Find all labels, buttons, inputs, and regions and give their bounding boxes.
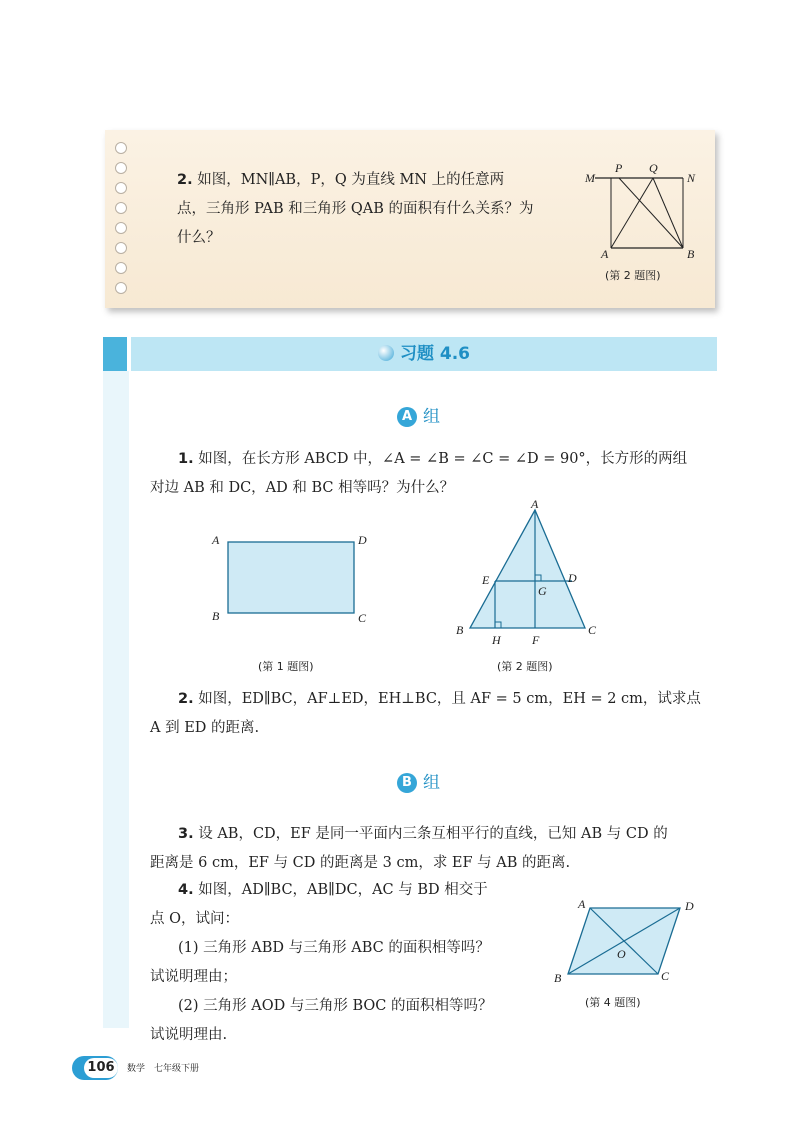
label-B: B	[456, 623, 464, 637]
binder-ring-icon	[115, 162, 127, 174]
group-a-badge: A	[397, 407, 417, 427]
note-problem-2	[177, 166, 597, 253]
group-a-label: 组	[423, 407, 440, 427]
label-Q: Q	[649, 161, 658, 175]
label-A: A	[601, 247, 609, 261]
label-C: C	[661, 969, 670, 983]
problem-number: 2.	[178, 691, 194, 707]
figure-2-caption: (第 2 题图)	[497, 660, 553, 673]
binder-ring-icon	[115, 242, 127, 254]
note-figure-caption: (第 2 题图)	[605, 269, 661, 282]
problem-line: (1) 三角形 ABD 与三角形 ABC 的面积相等吗？	[178, 940, 490, 956]
label-M: M	[585, 171, 595, 185]
label-G: G	[538, 584, 547, 598]
note-line: 点，三角形 PAB 和三角形 QAB 的面积有什么关系？为	[177, 201, 534, 217]
section-title	[131, 337, 717, 371]
figure-4-parallelogram	[548, 894, 708, 990]
note-line: 如图，MN∥AB，P，Q 为直线 MN 上的任意两	[197, 172, 505, 188]
problem-number: 2.	[177, 172, 193, 188]
label-P: P	[615, 161, 623, 175]
label-F: F	[532, 633, 540, 647]
binder-ring-icon	[115, 142, 127, 154]
page-number: 106	[84, 1058, 118, 1078]
group-b-badge: B	[397, 773, 417, 793]
problem-line: 试说明理由.	[150, 1027, 228, 1043]
label-B: B	[554, 971, 562, 985]
problem-line: (2) 三角形 AOD 与三角形 BOC 的面积相等吗？	[178, 998, 493, 1014]
problem-b3	[150, 820, 720, 878]
label-B: B	[687, 247, 695, 261]
problem-line: 试说明理由；	[150, 969, 237, 985]
section-band-marker	[103, 337, 127, 371]
footer-book-title: 数学 七年级下册	[127, 1064, 200, 1074]
label-H: H	[492, 633, 501, 647]
label-C: C	[358, 611, 367, 625]
problem-number: 3.	[178, 826, 194, 842]
problem-line: 对边 AB 和 DC，AD 和 BC 相等吗？为什么？	[150, 480, 455, 496]
binder-ring-icon	[115, 222, 127, 234]
label-N: N	[687, 171, 696, 185]
problem-line: A 到 ED 的距离.	[150, 720, 260, 736]
binder-ring-icon	[115, 182, 127, 194]
figure-1-caption: (第 1 题图)	[258, 660, 314, 673]
problem-a2	[150, 685, 720, 743]
binder-ring-icon	[115, 282, 127, 294]
figure-1-rectangle	[208, 528, 378, 628]
problem-a1	[150, 445, 720, 503]
globe-icon	[378, 345, 394, 361]
problem-number: 4.	[178, 882, 194, 898]
note-line: 什么？	[177, 230, 221, 246]
binder-ring-icon	[115, 262, 127, 274]
label-A: A	[531, 497, 539, 511]
problem-line: 设 AB，CD，EF 是同一平面内三条互相平行的直线，已知 AB 与 CD 的	[198, 826, 668, 842]
label-E: E	[482, 573, 490, 587]
problem-number: 1.	[178, 451, 194, 467]
problem-line: 如图，ED∥BC，AF⊥ED，EH⊥BC，且 AF = 5 cm，EH = 2 cm，试求点	[198, 691, 701, 707]
thinking-card	[105, 130, 715, 308]
problem-line: 如图，AD∥BC，AB∥DC，AC 与 BD 相交于	[198, 882, 488, 898]
label-C: C	[588, 623, 597, 637]
label-D: D	[685, 899, 694, 913]
label-A: A	[212, 533, 220, 547]
label-D: D	[358, 533, 367, 547]
label-A: A	[578, 897, 586, 911]
problem-line: 距离是 6 cm，EF 与 CD 的距离是 3 cm，求 EF 与 AB 的距离.	[150, 855, 571, 871]
problem-line: 点 O，试问：	[150, 911, 239, 927]
problem-b4	[150, 876, 550, 1050]
group-a-heading	[397, 402, 440, 427]
group-b-label: 组	[423, 773, 440, 793]
label-B: B	[212, 609, 220, 623]
left-margin-stripe	[103, 371, 129, 1028]
label-D: D	[568, 571, 577, 585]
label-O: O	[617, 947, 626, 961]
problem-line: 如图，在长方形 ABCD 中，∠A = ∠B = ∠C = ∠D = 90°，长方形的两组	[198, 451, 688, 467]
section-band	[131, 337, 717, 371]
section-title-text: 习题 4.6	[399, 344, 471, 364]
binder-ring-icon	[115, 202, 127, 214]
figure-4-caption: (第 4 题图)	[585, 996, 641, 1009]
figure-2-triangle	[450, 498, 610, 650]
group-b-heading	[397, 768, 440, 793]
